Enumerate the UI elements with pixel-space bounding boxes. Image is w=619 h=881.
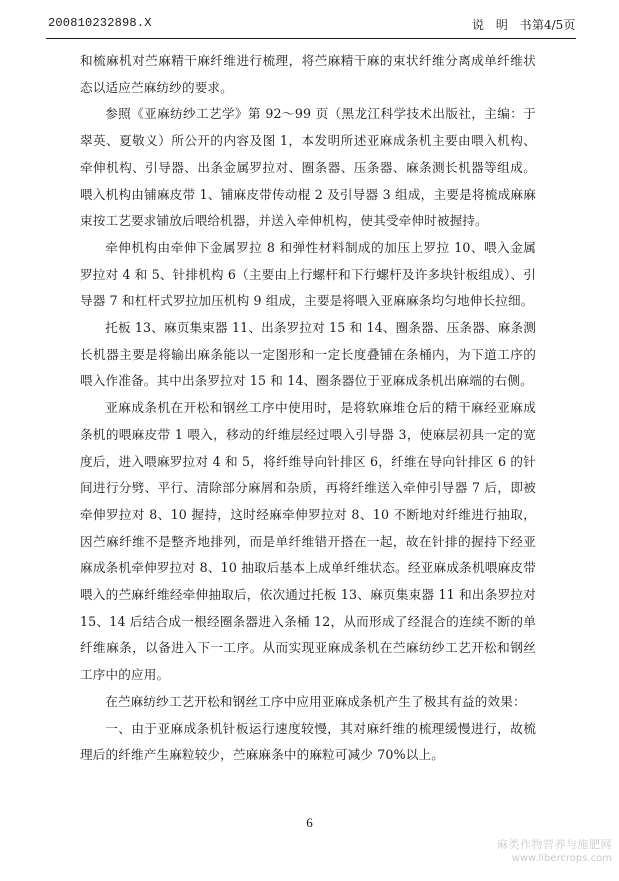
header-divider xyxy=(46,38,576,39)
paragraph-effects-intro: 在苎麻纺纱工艺开松和钢丝工序中应用亚麻成条机产生了极其有益的效果： xyxy=(105,693,526,709)
page-number: 6 xyxy=(306,815,313,830)
paragraph-effect-one: 一、由于亚麻成条机针板运行速度较慢，其对麻纤维的梳理缓慢进行，故梳理后的纤维产生麻粒较少，苎麻麻条中的麻粒可减少 70%以上。 xyxy=(80,720,536,763)
page-header xyxy=(0,0,619,42)
body-text xyxy=(80,48,536,769)
watermark xyxy=(482,838,612,866)
paragraph-process: 亚麻成条机在开松和钢丝工序中使用时，是将软麻堆仓后的精干麻经亚麻成条机的喂麻皮带 1 喂入，移动的纤维层经过喂入引导器 3，使麻层初具一定的宽度后，进入喂麻罗拉对 4 和 5，将纤维导向针排区 6，纤维在导向针排区 6 的针间进行分劈、平行、清除部分麻屑和杂质，再将纤维送入牵伸引导器 7 后，即被牵伸罗拉对 8、10 握持，这时经麻牵伸罗拉对 8、10 不断地对纤维进行抽取，因苎麻纤维不是整齐地排列，而是单纤维错开搭在一起，故在针排的握持下经亚麻成条机牵伸罗拉对 8、10 抽取后基本上成单纤维状态。经亚麻成条机喂麻皮带喂入的苎麻纤维经牵伸抽取后，依次通过托板 13、麻页集束器 11 和出条罗拉对 15、14 后结合成一根经圈条器进入条桶 12，从而形成了经混合的连续不断的单纤维麻条，以备进入下一工序。从而实现亚麻成条机在苎麻纺纱工艺开松和钢丝工序中的应用。 xyxy=(80,400,536,683)
watermark-url: www.libercrops.com xyxy=(511,853,612,864)
watermark-title: 麻类作物营养与施肥网 xyxy=(497,838,612,851)
document-number: 200810232898.X xyxy=(48,16,152,30)
paragraph-continuation: 和梳麻机对苎麻精干麻纤维进行梳理，将苎麻精干麻的束状纤维分离成单纤维状态以适应苎麻纺纱的要求。 xyxy=(80,53,536,95)
paragraph-drafting-mechanism: 牵伸机构由牵伸下金属罗拉 8 和弹性材料制成的加压上罗拉 10、喂入金属罗拉对 4 和 5、针排机构 6（主要由上行螺杆和下行螺杆及许多块针板组成）、引导器 7 和杠杆式罗拉加压机构 9 组成，主要是将喂入亚麻麻条均匀地伸长拉细。 xyxy=(80,239,536,309)
page-indicator: 第4/5页 xyxy=(532,18,576,32)
paragraph-output-mechanism: 托板 13、麻页集束器 11、出条罗拉对 15 和 14、圈条器、压条器、麻条测长机器主要是将输出麻条能以一定图形和一定长度叠铺在条桶内，为下道工序的喂入作准备。其中出条罗拉对 15 和 14、圈条器位于亚麻成条机出麻端的右侧。 xyxy=(80,320,536,389)
document-type: 说 明 书 xyxy=(472,18,536,32)
paragraph-reference: 参照《亚麻纺纱工艺学》第 92～99 页（黑龙江科学技术出版社，主编：于翠英、夏敬义）所公开的内容及图 1，本发明所述亚麻成条机主要由喂入机构、牵伸机构、引导器、出条金属罗拉对、圈条器、压条器、麻条测长机器等组成。喂入机构由铺麻皮带 1、铺麻皮带传动棍 2 及引导器 3 组成，主要是将梳成麻麻束按工艺要求铺放后喂给机器，并送入牵伸机构，使其受牵伸时被握持。 xyxy=(80,106,536,229)
